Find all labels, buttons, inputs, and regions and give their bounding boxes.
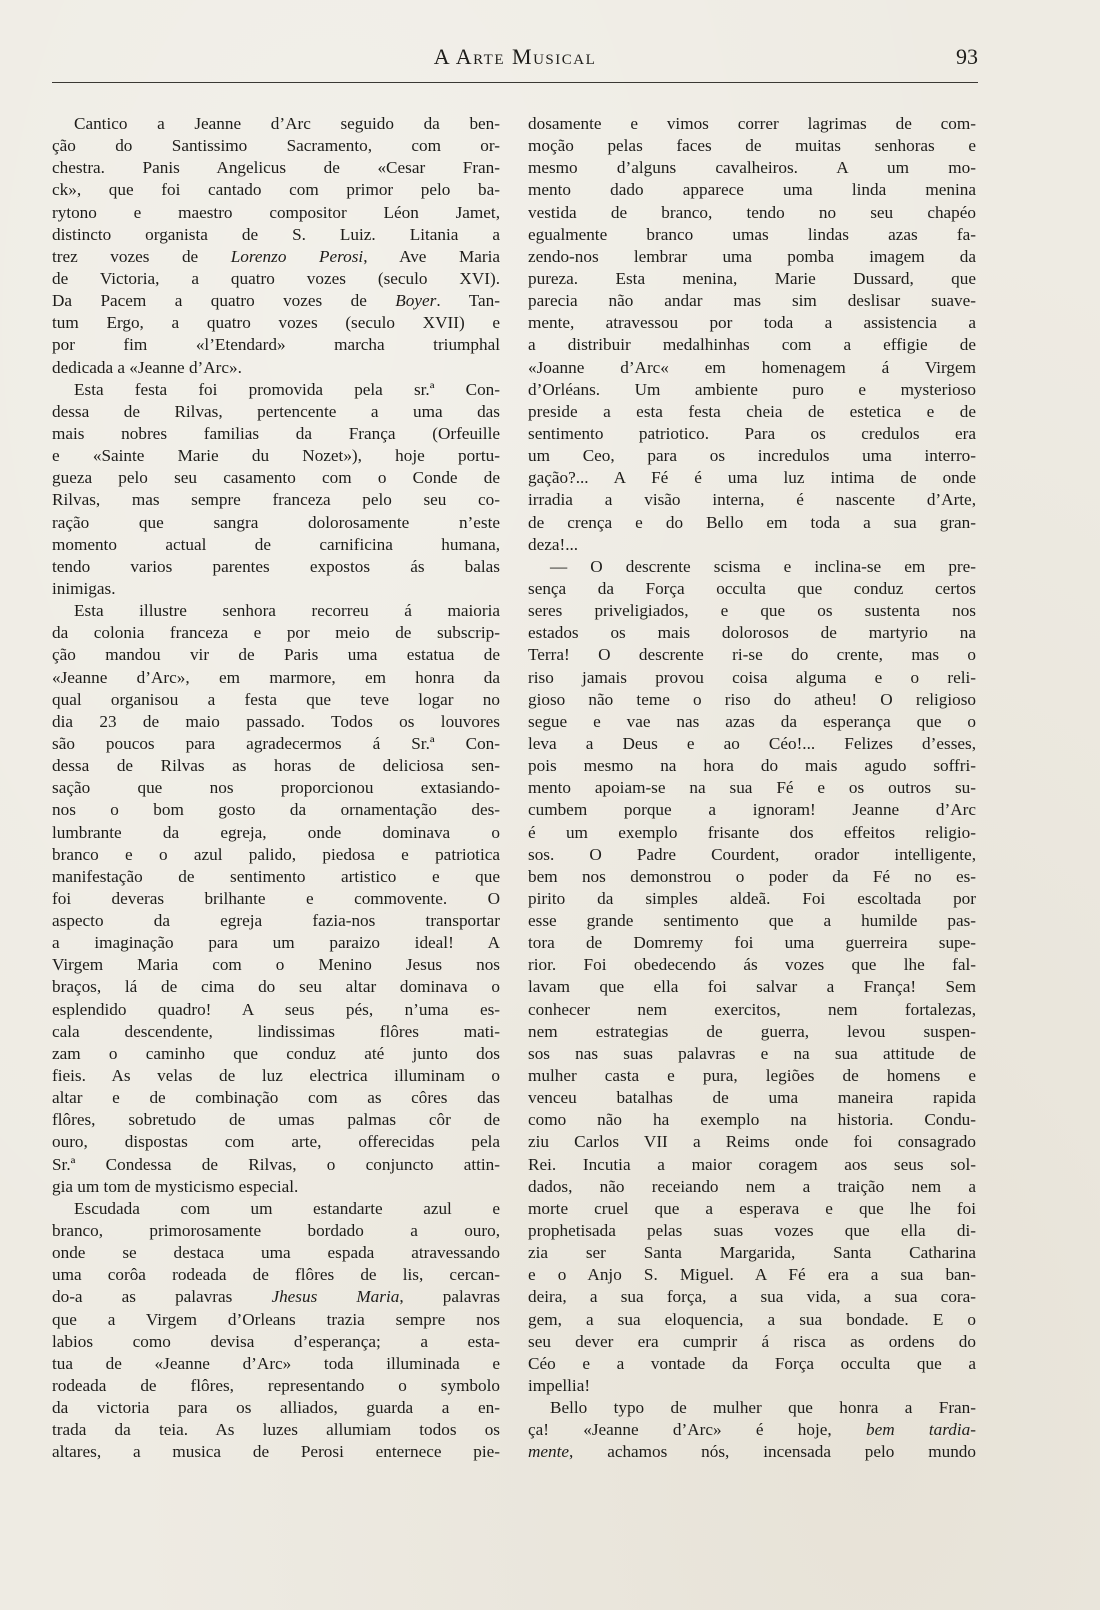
- text-line: mesmo d’alguns cavalheiros. A um mo-: [528, 158, 976, 178]
- text-run: , palavras: [399, 1287, 501, 1307]
- italic-run: Jhesus Maria: [271, 1287, 400, 1307]
- text-line: altares, a musica de Perosi enternece pie-: [52, 1442, 500, 1462]
- text-line: mento dado apparece uma linda menina: [528, 180, 976, 200]
- text-line: tora de Domremy foi uma guerreira supe-: [528, 933, 976, 953]
- text-line: são poucos para agradecermos á Sr.ª Con-: [52, 733, 500, 753]
- text-line: irradia a visão interna, é nascente d’Arte,: [528, 490, 976, 510]
- text-line: [52, 1286, 500, 1308]
- text-line: de Victoria, a quatro vozes (seculo XVI).: [52, 268, 500, 288]
- text-line: parecia não andar mas sim deslisar suave-: [528, 291, 976, 311]
- text-line: conhecer nem exercitos, nem fortalezas,: [528, 999, 976, 1019]
- text-line: seres priveligiados, e que os sustenta nos: [528, 601, 976, 621]
- text-line: ração que sangra dolorosamente n’este: [52, 512, 500, 532]
- text-line: Esta illustre senhora recorreu á maioria: [74, 601, 500, 621]
- text-line: rodeada de flôres, representando o symbolo: [52, 1376, 500, 1396]
- text-line: egualmente branco umas lindas azas fa-: [528, 224, 976, 244]
- text-line: labios como devisa d’esperança; a esta-: [52, 1331, 500, 1351]
- text-line: a imaginação para um paraizo ideal! A: [52, 933, 500, 953]
- text-line: onde se destaca uma espada atravessando: [52, 1243, 500, 1263]
- text-line: pirito da simples aldeã. Foi escoltada por: [528, 888, 976, 908]
- text-line: mento apoiam-se na sua Fé e os outros su-: [528, 778, 976, 798]
- text-run: , Ave Maria: [363, 246, 500, 266]
- text-line: e «Sainte Marie du Nozet»), hoje portu-: [52, 446, 500, 466]
- text-line: «Joanne d’Arc« em homenagem á Virgem: [528, 357, 976, 377]
- text-run: Da Pacem a quatro vozes de: [52, 291, 396, 311]
- text-line: estados os mais dolorosos de martyrio na: [528, 623, 976, 643]
- italic-run: Boyer: [395, 291, 437, 311]
- italic-run: mente: [528, 1442, 570, 1462]
- text-line: gação?... A Fé é uma luz intima de onde: [528, 468, 976, 488]
- text-line: distincto organista de S. Luiz. Litania a: [52, 224, 500, 244]
- text-line: fieis. As velas de luz electrica illuminam o: [52, 1066, 500, 1086]
- text-line: Terra! O descrente ri-se do crente, mas o: [528, 645, 976, 665]
- text-line: nos o bom gosto da ornamentação des-: [52, 800, 500, 820]
- text-line: Bello typo de mulher que honra a Fran-: [550, 1398, 976, 1418]
- text-line: é um exemplo frisante dos effeitos religio-: [528, 822, 976, 842]
- text-line: ck», que foi cantado com primor pelo ba-: [52, 180, 500, 200]
- text-line: rytono e maestro compositor Léon Jamet,: [52, 202, 500, 222]
- running-title: A Arte Musical: [433, 44, 597, 69]
- text-line: de crença e do Bello em toda a sua gran-: [528, 512, 976, 532]
- text-line: esse grande sentimento que a humilde pas-: [528, 911, 976, 931]
- text-line: nem estrategias de guerra, levou suspen-: [528, 1021, 976, 1041]
- text-line: Virgem Maria com o Menino Jesus nos: [52, 955, 500, 975]
- text-line: sação que nos proporcionou extasiando-: [52, 778, 500, 798]
- text-line: trada da teia. As luzes allumiam todos os: [52, 1420, 500, 1440]
- text-line: manifestação de sentimento artistico e que: [52, 866, 500, 886]
- text-line: da colonia franceza e por meio de subscrip-: [52, 623, 500, 643]
- text-line: gia um tom de mysticismo especial.: [52, 1176, 299, 1196]
- text-line: inimigas.: [52, 578, 116, 598]
- text-line: gem, a sua eloquencia, a sua bondade. E o: [528, 1309, 976, 1329]
- text-line: bem nos demonstrou o poder da Fé no es-: [528, 866, 976, 886]
- text-line: ção do Santissimo Sacramento, com or-: [52, 136, 500, 156]
- text-line: tua de «Jeanne d’Arc» toda illuminada e: [52, 1353, 500, 1373]
- text-line: como não ha exemplo na historia. Condu-: [528, 1110, 976, 1130]
- text-line: moção pelas faces de muitas senhoras e: [528, 136, 976, 156]
- header-rule: [52, 82, 978, 83]
- text-line: dados, não receiando nem a traição nem a: [528, 1176, 976, 1196]
- text-line: mulher casta e pura, legiões de homens e: [528, 1066, 976, 1086]
- text-line: lavam que ella foi salvar a França! Sem: [528, 977, 976, 997]
- text-line: qual organisou a festa que teve logar no: [52, 689, 500, 709]
- text-line: — O descrente scisma e inclina-se em pre-: [550, 556, 976, 576]
- text-line: e o Anjo S. Miguel. A Fé era a sua ban-: [528, 1265, 976, 1285]
- text-line: impellia!: [528, 1376, 591, 1396]
- text-line: Céo e a vontade da Força occulta que a: [528, 1353, 976, 1373]
- text-line: zam o caminho que conduz até junto dos: [52, 1043, 500, 1063]
- text-line: branco e o azul palido, piedosa e patriotica: [52, 844, 500, 864]
- text-line: Rei. Incutia a maior coragem aos seus sol-: [528, 1154, 976, 1174]
- text-line: vestida de branco, tendo no seu chapéo: [528, 202, 976, 222]
- text-line: rior. Foi obedecendo ás vozes que lhe fal-: [528, 955, 976, 975]
- text-line: gioso não teme o riso do atheu! O religioso: [528, 689, 976, 709]
- text-column-left: [52, 113, 500, 1464]
- text-line: zendo-nos lembrar uma pomba imagem da: [528, 246, 976, 266]
- text-line: chestra. Panis Angelicus de «Cesar Fran-: [52, 158, 500, 178]
- italic-run: Lorenzo Perosi: [230, 246, 364, 266]
- text-line: d’Orléans. Um ambiente puro e mysterioso: [528, 379, 976, 399]
- text-line: morte cruel que a esperava e que lhe foi: [528, 1198, 976, 1218]
- text-line: deza!...: [528, 534, 579, 554]
- text-line: Cantico a Jeanne d’Arc seguido da ben-: [74, 114, 500, 133]
- italic-run: bem tardia-: [865, 1420, 976, 1440]
- text-line: [528, 1441, 976, 1463]
- text-line: prophetisada pelas suas vozes que ella di-: [528, 1221, 976, 1241]
- text-line: preside a esta festa cheia de estetica e de: [528, 401, 976, 421]
- text-line: pureza. Esta menina, Marie Dussard, que: [528, 268, 976, 288]
- text-line: pois mesmo na hora do mais agudo soffri-: [528, 756, 976, 776]
- text-line: braços, lá de cima do seu altar dominava o: [52, 977, 500, 997]
- text-line: riso jamais provou coisa alguma e o reli-: [528, 667, 976, 687]
- text-line: lumbrante da egreja, onde dominava o: [52, 822, 500, 842]
- text-column-right: [528, 113, 976, 1464]
- text-line: tendo varios parentes expostos ás balas: [52, 556, 500, 576]
- page-header: [52, 44, 978, 76]
- text-line: altar e de combinação com as côres das: [52, 1088, 500, 1108]
- text-line: uma corôa rodeada de flôres de lis, cercan-: [52, 1265, 500, 1285]
- text-line: leva a Deus e ao Céo!... Felizes d’esses,: [528, 733, 976, 753]
- text-line: aspecto da egreja fazia-nos transportar: [52, 911, 500, 931]
- text-run: ça! «Jeanne d’Arc» é hoje,: [528, 1420, 866, 1440]
- text-line: tum Ergo, a quatro vozes (seculo XVII) e: [52, 313, 500, 333]
- text-line: flôres, sobretudo de umas palmas côr de: [52, 1110, 500, 1130]
- text-line: Sr.ª Condessa de Rilvas, o conjuncto attin-: [52, 1154, 500, 1174]
- text-line: venceu batalhas de uma maneira rapida: [528, 1088, 976, 1108]
- text-line: que a Virgem d’Orleans trazia sempre nos: [52, 1309, 500, 1329]
- text-line: sos nas suas palavras e na sua attitude de: [528, 1043, 976, 1063]
- text-line: dessa de Rilvas as horas de deliciosa sen-: [52, 756, 500, 776]
- text-line: Rilvas, mas sempre franceza pelo seu co-: [52, 490, 500, 510]
- text-line: da victoria para os alliados, guarda a en-: [52, 1398, 500, 1418]
- text-line: zia ser Santa Margarida, Santa Catharina: [528, 1243, 976, 1263]
- text-run: , achamos nós, incensada pelo mundo: [569, 1442, 976, 1462]
- text-line: «Jeanne d’Arc», em marmore, em honra da: [52, 667, 500, 687]
- text-line: deira, a sua força, a sua vida, a sua cora-: [528, 1287, 976, 1307]
- text-line: dosamente e vimos correr lagrimas de com-: [528, 114, 976, 133]
- text-line: cumbem porque a ignoram! Jeanne d’Arc: [528, 800, 976, 820]
- text-line: branco, primorosamente bordado a ouro,: [52, 1221, 500, 1241]
- text-run: . Tan-: [436, 291, 500, 311]
- page-number: 93: [956, 44, 978, 69]
- text-line: dia 23 de maio passado. Todos os louvores: [52, 711, 500, 731]
- text-line: dessa de Rilvas, pertencente a uma das: [52, 401, 500, 421]
- text-line: foi deveras brilhante e commovente. O: [52, 888, 500, 908]
- text-line: [52, 290, 500, 312]
- text-line: momento actual de carnificina humana,: [52, 534, 500, 554]
- text-line: Esta festa foi promovida pela sr.ª Con-: [74, 379, 500, 399]
- text-line: Escudada com um estandarte azul e: [74, 1198, 500, 1218]
- text-line: [528, 1419, 976, 1441]
- text-line: gueza pelo seu casamento com o Conde de: [52, 468, 500, 488]
- text-line: dedicada a «Jeanne d’Arc».: [52, 357, 242, 377]
- text-run: do-a as palavras: [52, 1287, 272, 1307]
- text-line: mente, atravessou por toda a assistencia a: [528, 313, 976, 333]
- text-line: um Ceo, para os incredulos uma interro-: [528, 446, 976, 466]
- text-line: a distribuir medalhinhas com a effigie de: [528, 335, 976, 355]
- text-line: seu dever era cumprir á risca as ordens do: [528, 1331, 976, 1351]
- text-line: ção mandou vir de Paris uma estatua de: [52, 645, 500, 665]
- text-line: segue e vae nas azas da esperança que o: [528, 711, 976, 731]
- text-line: mais nobres familias da França (Orfeuille: [52, 423, 500, 443]
- text-line: sença da Força occulta que conduz certos: [528, 578, 976, 598]
- text-line: ziu Carlos VII a Reims onde foi consagrado: [528, 1132, 976, 1152]
- text-run: trez vozes de: [52, 246, 231, 266]
- text-line: sos. O Padre Courdent, orador intelligente,: [528, 844, 976, 864]
- text-line: sentimento patriotico. Para os credulos era: [528, 423, 976, 443]
- text-line: esplendido quadro! A seus pés, n’uma es-: [52, 999, 500, 1019]
- text-line: [52, 246, 500, 268]
- text-line: por fim «l’Etendard» marcha triumphal: [52, 335, 500, 355]
- text-line: ouro, dispostas com arte, offerecidas pela: [52, 1132, 500, 1152]
- text-line: cala descendente, lindissimas flôres mati-: [52, 1021, 500, 1041]
